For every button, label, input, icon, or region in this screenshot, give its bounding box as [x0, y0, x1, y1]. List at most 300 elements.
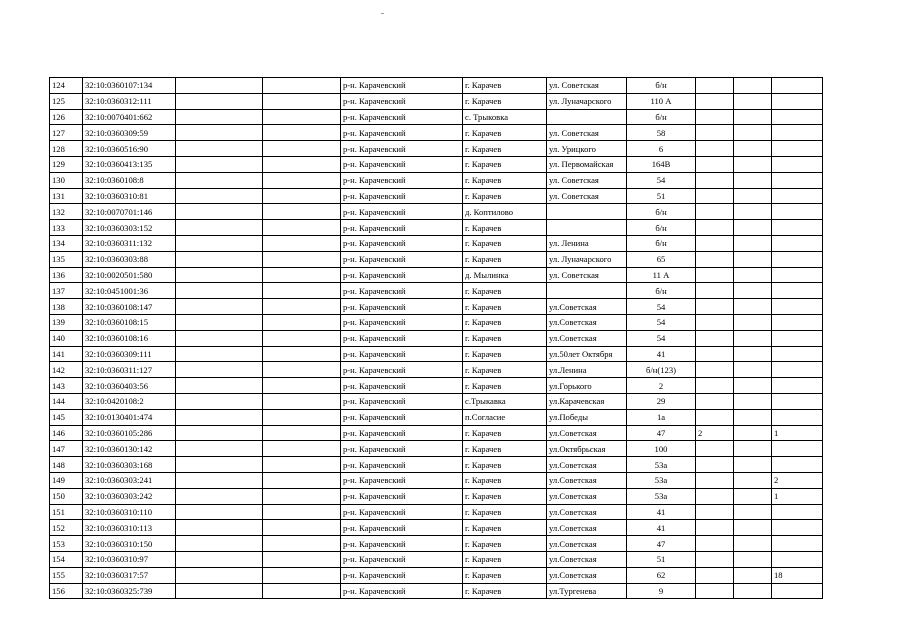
extra-value-cell	[696, 330, 734, 346]
cadastral-number-cell: 32:10:0360303:241	[83, 472, 176, 488]
blank-cell	[263, 141, 341, 157]
house-number-cell: 100	[627, 441, 696, 457]
blank-cell	[176, 125, 263, 141]
table-row	[50, 93, 823, 109]
locality-cell: с.Трыкавка	[463, 393, 547, 409]
blank-cell	[176, 204, 263, 220]
blank-cell	[176, 235, 263, 251]
extra-value-cell	[696, 567, 734, 583]
blank-cell	[734, 520, 772, 536]
quantity-cell: 2	[772, 472, 823, 488]
table-row	[50, 299, 823, 315]
locality-cell: г. Карачев	[463, 346, 547, 362]
cadastral-number-cell: 32:10:0360310:110	[83, 504, 176, 520]
cadastral-number-cell: 32:10:0360108:8	[83, 172, 176, 188]
street-cell	[547, 283, 627, 299]
district-cell: р-н. Карачевский	[341, 378, 463, 394]
blank-cell	[734, 188, 772, 204]
blank-cell	[176, 314, 263, 330]
house-number-cell: б/н	[627, 220, 696, 236]
quantity-cell: 18	[772, 567, 823, 583]
extra-value-cell	[696, 472, 734, 488]
blank-cell	[176, 362, 263, 378]
district-cell: р-н. Карачевский	[341, 583, 463, 599]
table-row	[50, 520, 823, 536]
quantity-cell	[772, 93, 823, 109]
blank-cell	[176, 441, 263, 457]
locality-cell: г. Карачев	[463, 378, 547, 394]
house-number-cell: 62	[627, 567, 696, 583]
table-row	[50, 393, 823, 409]
cadastral-number-cell: 32:10:0360516:90	[83, 141, 176, 157]
blank-cell	[734, 172, 772, 188]
district-cell: р-н. Карачевский	[341, 172, 463, 188]
blank-cell	[734, 251, 772, 267]
blank-cell	[263, 393, 341, 409]
cadastral-number-cell: 32:10:0360310:81	[83, 188, 176, 204]
district-cell: р-н. Карачевский	[341, 362, 463, 378]
blank-cell	[176, 409, 263, 425]
table-row	[50, 583, 823, 599]
locality-cell: г. Карачев	[463, 125, 547, 141]
blank-cell	[734, 220, 772, 236]
blank-cell	[176, 583, 263, 599]
district-cell: р-н. Карачевский	[341, 488, 463, 504]
table-row	[50, 314, 823, 330]
cadastral-number-cell: 32:10:0420108:2	[83, 393, 176, 409]
extra-value-cell	[696, 204, 734, 220]
cadastral-number-cell: 32:10:0360311:132	[83, 235, 176, 251]
extra-value-cell	[696, 457, 734, 473]
district-cell: р-н. Карачевский	[341, 125, 463, 141]
district-cell: р-н. Карачевский	[341, 520, 463, 536]
table-row	[50, 172, 823, 188]
table-row	[50, 188, 823, 204]
row-number-cell: 144	[50, 393, 83, 409]
blank-cell	[263, 188, 341, 204]
cadastral-number-cell: 32:10:0020501:580	[83, 267, 176, 283]
blank-cell	[263, 235, 341, 251]
locality-cell: г. Карачев	[463, 425, 547, 441]
quantity-cell	[772, 378, 823, 394]
locality-cell: г. Карачев	[463, 472, 547, 488]
row-number-cell: 148	[50, 457, 83, 473]
blank-cell	[176, 93, 263, 109]
blank-cell	[176, 141, 263, 157]
locality-cell: г. Карачев	[463, 299, 547, 315]
quantity-cell	[772, 393, 823, 409]
table-row	[50, 457, 823, 473]
quantity-cell	[772, 362, 823, 378]
table-row	[50, 472, 823, 488]
blank-cell	[263, 204, 341, 220]
quantity-cell	[772, 141, 823, 157]
house-number-cell: 65	[627, 251, 696, 267]
row-number-cell: 136	[50, 267, 83, 283]
quantity-cell	[772, 125, 823, 141]
extra-value-cell	[696, 235, 734, 251]
blank-cell	[734, 125, 772, 141]
cadastral-number-cell: 32:10:0070401:662	[83, 109, 176, 125]
locality-cell: г. Карачев	[463, 441, 547, 457]
district-cell: р-н. Карачевский	[341, 425, 463, 441]
cadastral-number-cell: 32:10:0360303:168	[83, 457, 176, 473]
locality-cell: д. Коптилово	[463, 204, 547, 220]
blank-cell	[734, 409, 772, 425]
house-number-cell: 164В	[627, 156, 696, 172]
row-number-cell: 129	[50, 156, 83, 172]
blank-cell	[734, 362, 772, 378]
row-number-cell: 125	[50, 93, 83, 109]
quantity-cell	[772, 251, 823, 267]
house-number-cell: 54	[627, 330, 696, 346]
row-number-cell: 139	[50, 314, 83, 330]
blank-cell	[263, 409, 341, 425]
cadastral-number-cell: 32:10:0360130:142	[83, 441, 176, 457]
table-row	[50, 551, 823, 567]
street-cell: ул.Победы	[547, 409, 627, 425]
extra-value-cell	[696, 125, 734, 141]
row-number-cell: 126	[50, 109, 83, 125]
locality-cell: г. Карачев	[463, 362, 547, 378]
street-cell: ул.Советская	[547, 425, 627, 441]
blank-cell	[734, 425, 772, 441]
blank-cell	[734, 346, 772, 362]
blank-cell	[734, 299, 772, 315]
locality-cell: г. Карачев	[463, 78, 547, 94]
house-number-cell: 2	[627, 378, 696, 394]
street-cell	[547, 220, 627, 236]
blank-cell	[263, 472, 341, 488]
cadastral-number-cell: 32:10:0360310:150	[83, 536, 176, 552]
table-row	[50, 409, 823, 425]
blank-cell	[734, 378, 772, 394]
blank-cell	[263, 299, 341, 315]
district-cell: р-н. Карачевский	[341, 267, 463, 283]
row-number-cell: 154	[50, 551, 83, 567]
extra-value-cell	[696, 488, 734, 504]
row-number-cell: 141	[50, 346, 83, 362]
extra-value-cell	[696, 141, 734, 157]
street-cell: ул. Урицкого	[547, 141, 627, 157]
cadastral-number-cell: 32:10:0130401:474	[83, 409, 176, 425]
street-cell: ул. Советская	[547, 172, 627, 188]
extra-value-cell: 2	[696, 425, 734, 441]
locality-cell: г. Карачев	[463, 188, 547, 204]
table-row	[50, 378, 823, 394]
house-number-cell: б/н	[627, 283, 696, 299]
locality-cell: г. Карачев	[463, 520, 547, 536]
quantity-cell	[772, 172, 823, 188]
table-row	[50, 330, 823, 346]
row-number-cell: 138	[50, 299, 83, 315]
blank-cell	[263, 425, 341, 441]
row-number-cell: 146	[50, 425, 83, 441]
table-row	[50, 488, 823, 504]
cadastral-number-cell: 32:10:0360325:739	[83, 583, 176, 599]
district-cell: р-н. Карачевский	[341, 567, 463, 583]
street-cell: ул.Советская	[547, 314, 627, 330]
blank-cell	[176, 536, 263, 552]
cadastral-number-cell: 32:10:0360310:113	[83, 520, 176, 536]
row-number-cell: 151	[50, 504, 83, 520]
extra-value-cell	[696, 378, 734, 394]
cadastral-number-cell: 32:10:0360108:147	[83, 299, 176, 315]
blank-cell	[734, 567, 772, 583]
blank-cell	[734, 314, 772, 330]
row-number-cell: 140	[50, 330, 83, 346]
quantity-cell	[772, 188, 823, 204]
row-number-cell: 135	[50, 251, 83, 267]
blank-cell	[263, 567, 341, 583]
quantity-cell	[772, 551, 823, 567]
house-number-cell: б/н	[627, 109, 696, 125]
blank-cell	[734, 472, 772, 488]
blank-cell	[176, 393, 263, 409]
blank-cell	[734, 156, 772, 172]
district-cell: р-н. Карачевский	[341, 393, 463, 409]
blank-cell	[263, 251, 341, 267]
locality-cell: г. Карачев	[463, 172, 547, 188]
extra-value-cell	[696, 441, 734, 457]
blank-cell	[176, 299, 263, 315]
blank-cell	[176, 156, 263, 172]
quantity-cell	[772, 267, 823, 283]
house-number-cell: 9	[627, 583, 696, 599]
district-cell: р-н. Карачевский	[341, 504, 463, 520]
blank-cell	[263, 330, 341, 346]
house-number-cell: 41	[627, 504, 696, 520]
row-number-cell: 131	[50, 188, 83, 204]
locality-cell: г. Карачев	[463, 488, 547, 504]
street-cell: ул.Советская	[547, 457, 627, 473]
street-cell: ул. Луначарского	[547, 251, 627, 267]
quantity-cell	[772, 109, 823, 125]
district-cell: р-н. Карачевский	[341, 299, 463, 315]
extra-value-cell	[696, 583, 734, 599]
table-row	[50, 362, 823, 378]
blank-cell	[734, 283, 772, 299]
house-number-cell: 58	[627, 125, 696, 141]
quantity-cell	[772, 583, 823, 599]
blank-cell	[176, 78, 263, 94]
blank-cell	[176, 567, 263, 583]
extra-value-cell	[696, 346, 734, 362]
blank-cell	[263, 362, 341, 378]
district-cell: р-н. Карачевский	[341, 441, 463, 457]
extra-value-cell	[696, 283, 734, 299]
extra-value-cell	[696, 551, 734, 567]
row-number-cell: 145	[50, 409, 83, 425]
street-cell: ул.Советская	[547, 551, 627, 567]
table-row	[50, 536, 823, 552]
locality-cell: г. Карачев	[463, 235, 547, 251]
locality-cell: г. Карачев	[463, 551, 547, 567]
house-number-cell: 54	[627, 172, 696, 188]
house-number-cell: 54	[627, 299, 696, 315]
extra-value-cell	[696, 220, 734, 236]
street-cell: ул.Карачевская	[547, 393, 627, 409]
table-row	[50, 251, 823, 267]
row-number-cell: 134	[50, 235, 83, 251]
extra-value-cell	[696, 299, 734, 315]
quantity-cell	[772, 346, 823, 362]
street-cell: ул. Советская	[547, 125, 627, 141]
quantity-cell	[772, 520, 823, 536]
row-number-cell: 133	[50, 220, 83, 236]
table-row	[50, 441, 823, 457]
blank-cell	[734, 488, 772, 504]
cadastral-number-cell: 32:10:0360108:16	[83, 330, 176, 346]
blank-cell	[734, 441, 772, 457]
blank-cell	[176, 378, 263, 394]
district-cell: р-н. Карачевский	[341, 220, 463, 236]
cadastral-number-cell: 32:10:0070701:146	[83, 204, 176, 220]
blank-cell	[734, 504, 772, 520]
street-cell: ул.Ленина	[547, 362, 627, 378]
locality-cell: г. Карачев	[463, 283, 547, 299]
table-row	[50, 141, 823, 157]
quantity-cell	[772, 536, 823, 552]
locality-cell: с. Трыковка	[463, 109, 547, 125]
street-cell: ул. Советская	[547, 188, 627, 204]
blank-cell	[734, 109, 772, 125]
cadastral-number-cell: 32:10:0360309:59	[83, 125, 176, 141]
blank-cell	[263, 488, 341, 504]
house-number-cell: 54	[627, 314, 696, 330]
house-number-cell: б/н	[627, 235, 696, 251]
locality-cell: г. Карачев	[463, 330, 547, 346]
cadastral-number-cell: 32:10:0360312:111	[83, 93, 176, 109]
locality-cell: г. Карачев	[463, 93, 547, 109]
locality-cell: г. Карачев	[463, 583, 547, 599]
street-cell: ул. Первомайская	[547, 156, 627, 172]
street-cell: ул.Советская	[547, 520, 627, 536]
blank-cell	[176, 188, 263, 204]
table-row	[50, 156, 823, 172]
blank-cell	[734, 204, 772, 220]
locality-cell: г. Карачев	[463, 220, 547, 236]
street-cell: ул.Тургенева	[547, 583, 627, 599]
district-cell: р-н. Карачевский	[341, 93, 463, 109]
row-number-cell: 128	[50, 141, 83, 157]
house-number-cell: 53а	[627, 488, 696, 504]
street-cell: ул.Советская	[547, 536, 627, 552]
extra-value-cell	[696, 156, 734, 172]
district-cell: р-н. Карачевский	[341, 204, 463, 220]
quantity-cell	[772, 409, 823, 425]
extra-value-cell	[696, 362, 734, 378]
blank-cell	[734, 235, 772, 251]
row-number-cell: 150	[50, 488, 83, 504]
blank-cell	[263, 583, 341, 599]
district-cell: р-н. Карачевский	[341, 109, 463, 125]
extra-value-cell	[696, 520, 734, 536]
locality-cell: д. Мылинка	[463, 267, 547, 283]
house-number-cell: б/н	[627, 78, 696, 94]
table-row	[50, 504, 823, 520]
table-row	[50, 567, 823, 583]
row-number-cell: 149	[50, 472, 83, 488]
cadastral-number-cell: 32:10:0360303:88	[83, 251, 176, 267]
quantity-cell	[772, 504, 823, 520]
row-number-cell: 156	[50, 583, 83, 599]
blank-cell	[263, 172, 341, 188]
row-number-cell: 127	[50, 125, 83, 141]
district-cell: р-н. Карачевский	[341, 330, 463, 346]
blank-cell	[734, 393, 772, 409]
extra-value-cell	[696, 251, 734, 267]
blank-cell	[734, 536, 772, 552]
locality-cell: г. Карачев	[463, 567, 547, 583]
quantity-cell	[772, 283, 823, 299]
house-number-cell: 47	[627, 536, 696, 552]
blank-cell	[734, 330, 772, 346]
blank-cell	[263, 536, 341, 552]
district-cell: р-н. Карачевский	[341, 156, 463, 172]
quantity-cell: 1	[772, 488, 823, 504]
table-row	[50, 283, 823, 299]
house-number-cell: 11 А	[627, 267, 696, 283]
district-cell: р-н. Карачевский	[341, 409, 463, 425]
table-row	[50, 78, 823, 94]
extra-value-cell	[696, 536, 734, 552]
house-number-cell: 41	[627, 520, 696, 536]
blank-cell	[176, 472, 263, 488]
street-cell: ул. Луначарского	[547, 93, 627, 109]
street-cell: ул.Советская	[547, 567, 627, 583]
blank-cell	[263, 551, 341, 567]
cadastral-number-cell: 32:10:0360108:15	[83, 314, 176, 330]
table-row	[50, 204, 823, 220]
district-cell: р-н. Карачевский	[341, 283, 463, 299]
street-cell: ул.Советская	[547, 504, 627, 520]
district-cell: р-н. Карачевский	[341, 251, 463, 267]
row-number-cell: 147	[50, 441, 83, 457]
quantity-cell: 1	[772, 425, 823, 441]
street-cell: ул.Советская	[547, 488, 627, 504]
house-number-cell: 1а	[627, 409, 696, 425]
house-number-cell: 51	[627, 188, 696, 204]
extra-value-cell	[696, 172, 734, 188]
quantity-cell	[772, 457, 823, 473]
house-number-cell: 47	[627, 425, 696, 441]
extra-value-cell	[696, 504, 734, 520]
street-cell: ул.Советская	[547, 330, 627, 346]
table-row	[50, 109, 823, 125]
blank-cell	[263, 93, 341, 109]
blank-cell	[176, 551, 263, 567]
quantity-cell	[772, 314, 823, 330]
street-cell	[547, 204, 627, 220]
table-row	[50, 125, 823, 141]
blank-cell	[734, 551, 772, 567]
blank-cell	[176, 283, 263, 299]
district-cell: р-н. Карачевский	[341, 472, 463, 488]
quantity-cell	[772, 235, 823, 251]
blank-cell	[263, 346, 341, 362]
locality-cell: г. Карачев	[463, 251, 547, 267]
locality-cell: г. Карачев	[463, 457, 547, 473]
blank-cell	[176, 346, 263, 362]
row-number-cell: 153	[50, 536, 83, 552]
quantity-cell	[772, 441, 823, 457]
blank-cell	[263, 109, 341, 125]
locality-cell: г. Карачев	[463, 314, 547, 330]
extra-value-cell	[696, 267, 734, 283]
quantity-cell	[772, 330, 823, 346]
locality-cell: п.Согласие	[463, 409, 547, 425]
